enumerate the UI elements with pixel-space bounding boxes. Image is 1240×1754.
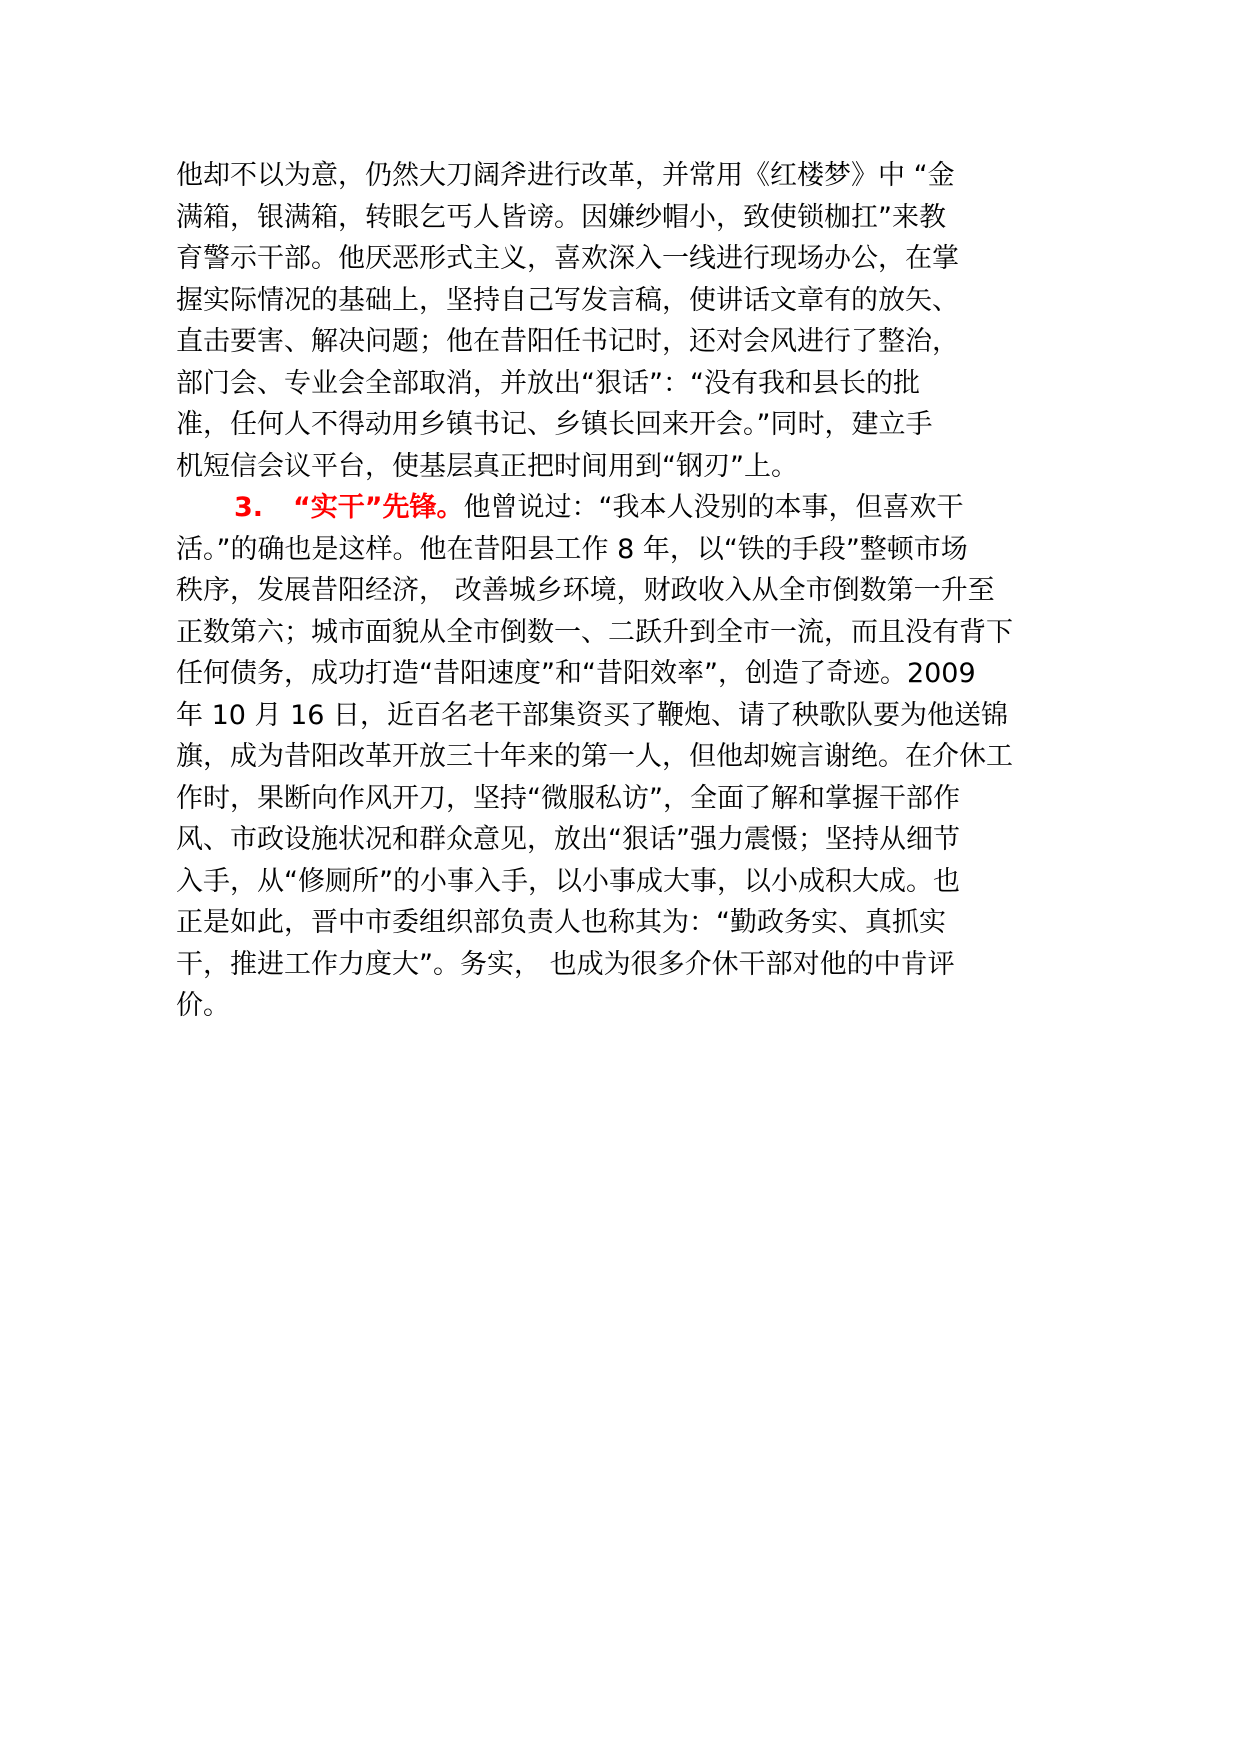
text-line: 干，推进工作力度大”。务实， 也成为很多介休干部对他的中肯评 [176, 948, 955, 980]
text-line: 准，任何人不得动用乡镇书记、乡镇长回来开会。”同时，建立手 [176, 409, 933, 440]
text-line-rest: 他曾说过：“我本人没别的本事，但喜欢干 [463, 492, 964, 523]
paragraph-1 [176, 155, 1076, 487]
text-line: 育警示干部。他厌恶形式主义，喜欢深入一线进行现场办公，在掌 [176, 243, 959, 274]
text-line: 直击要害、解决问题；他在昔阳任书记时，还对会风进行了整治， [176, 326, 959, 357]
text-line: 旗，成为昔阳改革开放三十年来的第一人，但他却婉言谢绝。在介休工 [176, 741, 1013, 772]
text-line: 入手，从“修厕所”的小事入手，以小事成大事，以小成积大成。也 [176, 865, 960, 897]
text-line: 部门会、专业会全部取消，并放出“狠话”：“没有我和县长的批 [176, 367, 920, 399]
text-line: 秩序，发展昔阳经济， 改善城乡环境，财政收入从全市倒数第一升至 [176, 575, 995, 606]
text-line: 作时，果断向作风开刀，坚持“微服私访”，全面了解和掌握干部作 [176, 782, 960, 814]
text-line: 握实际情况的基础上，坚持自己写发言稿，使讲话文章有的放矢、 [176, 284, 959, 316]
document-body [176, 155, 1076, 1027]
section-heading-line [176, 487, 1076, 529]
text-line: 机短信会议平台，使基层真正把时间用到“钢刃”上。 [176, 450, 798, 482]
text-line: 正数第六；城市面貌从全市倒数一、二跃升到全市一流，而且没有背下 [176, 616, 1013, 648]
section-title: “实干”先锋。 [293, 492, 464, 523]
section-number: 3. [234, 492, 264, 523]
text-line: 正是如此，晋中市委组织部负责人也称其为：“勤政务实、真抓实 [176, 907, 946, 938]
text-line: 风、市政设施状况和群众意见，放出“狠话”强力震慑；坚持从细节 [176, 824, 960, 855]
text-line: 年 10 月 16 日，近百名老干部集资买了鞭炮、请了秧歌队要为他送锦 [176, 699, 1009, 731]
text-line: 价。 [176, 990, 230, 1021]
text-line: 活。”的确也是这样。他在昔阳县工作 8 年，以“铁的手段”整顿市场 [176, 533, 968, 565]
text-line: 任何债务，成功打造“昔阳速度”和“昔阳效率”，创造了奇迹。2009 [176, 658, 976, 689]
text-line: 满箱，银满箱，转眼乞丐人皆谤。因嫌纱帽小，致使锁枷扛”来教 [176, 201, 946, 233]
section-3 [176, 487, 1076, 1027]
text-line: 他却不以为意，仍然大刀阔斧进行改革，并常用《红楼梦》中 “金 [176, 160, 955, 191]
